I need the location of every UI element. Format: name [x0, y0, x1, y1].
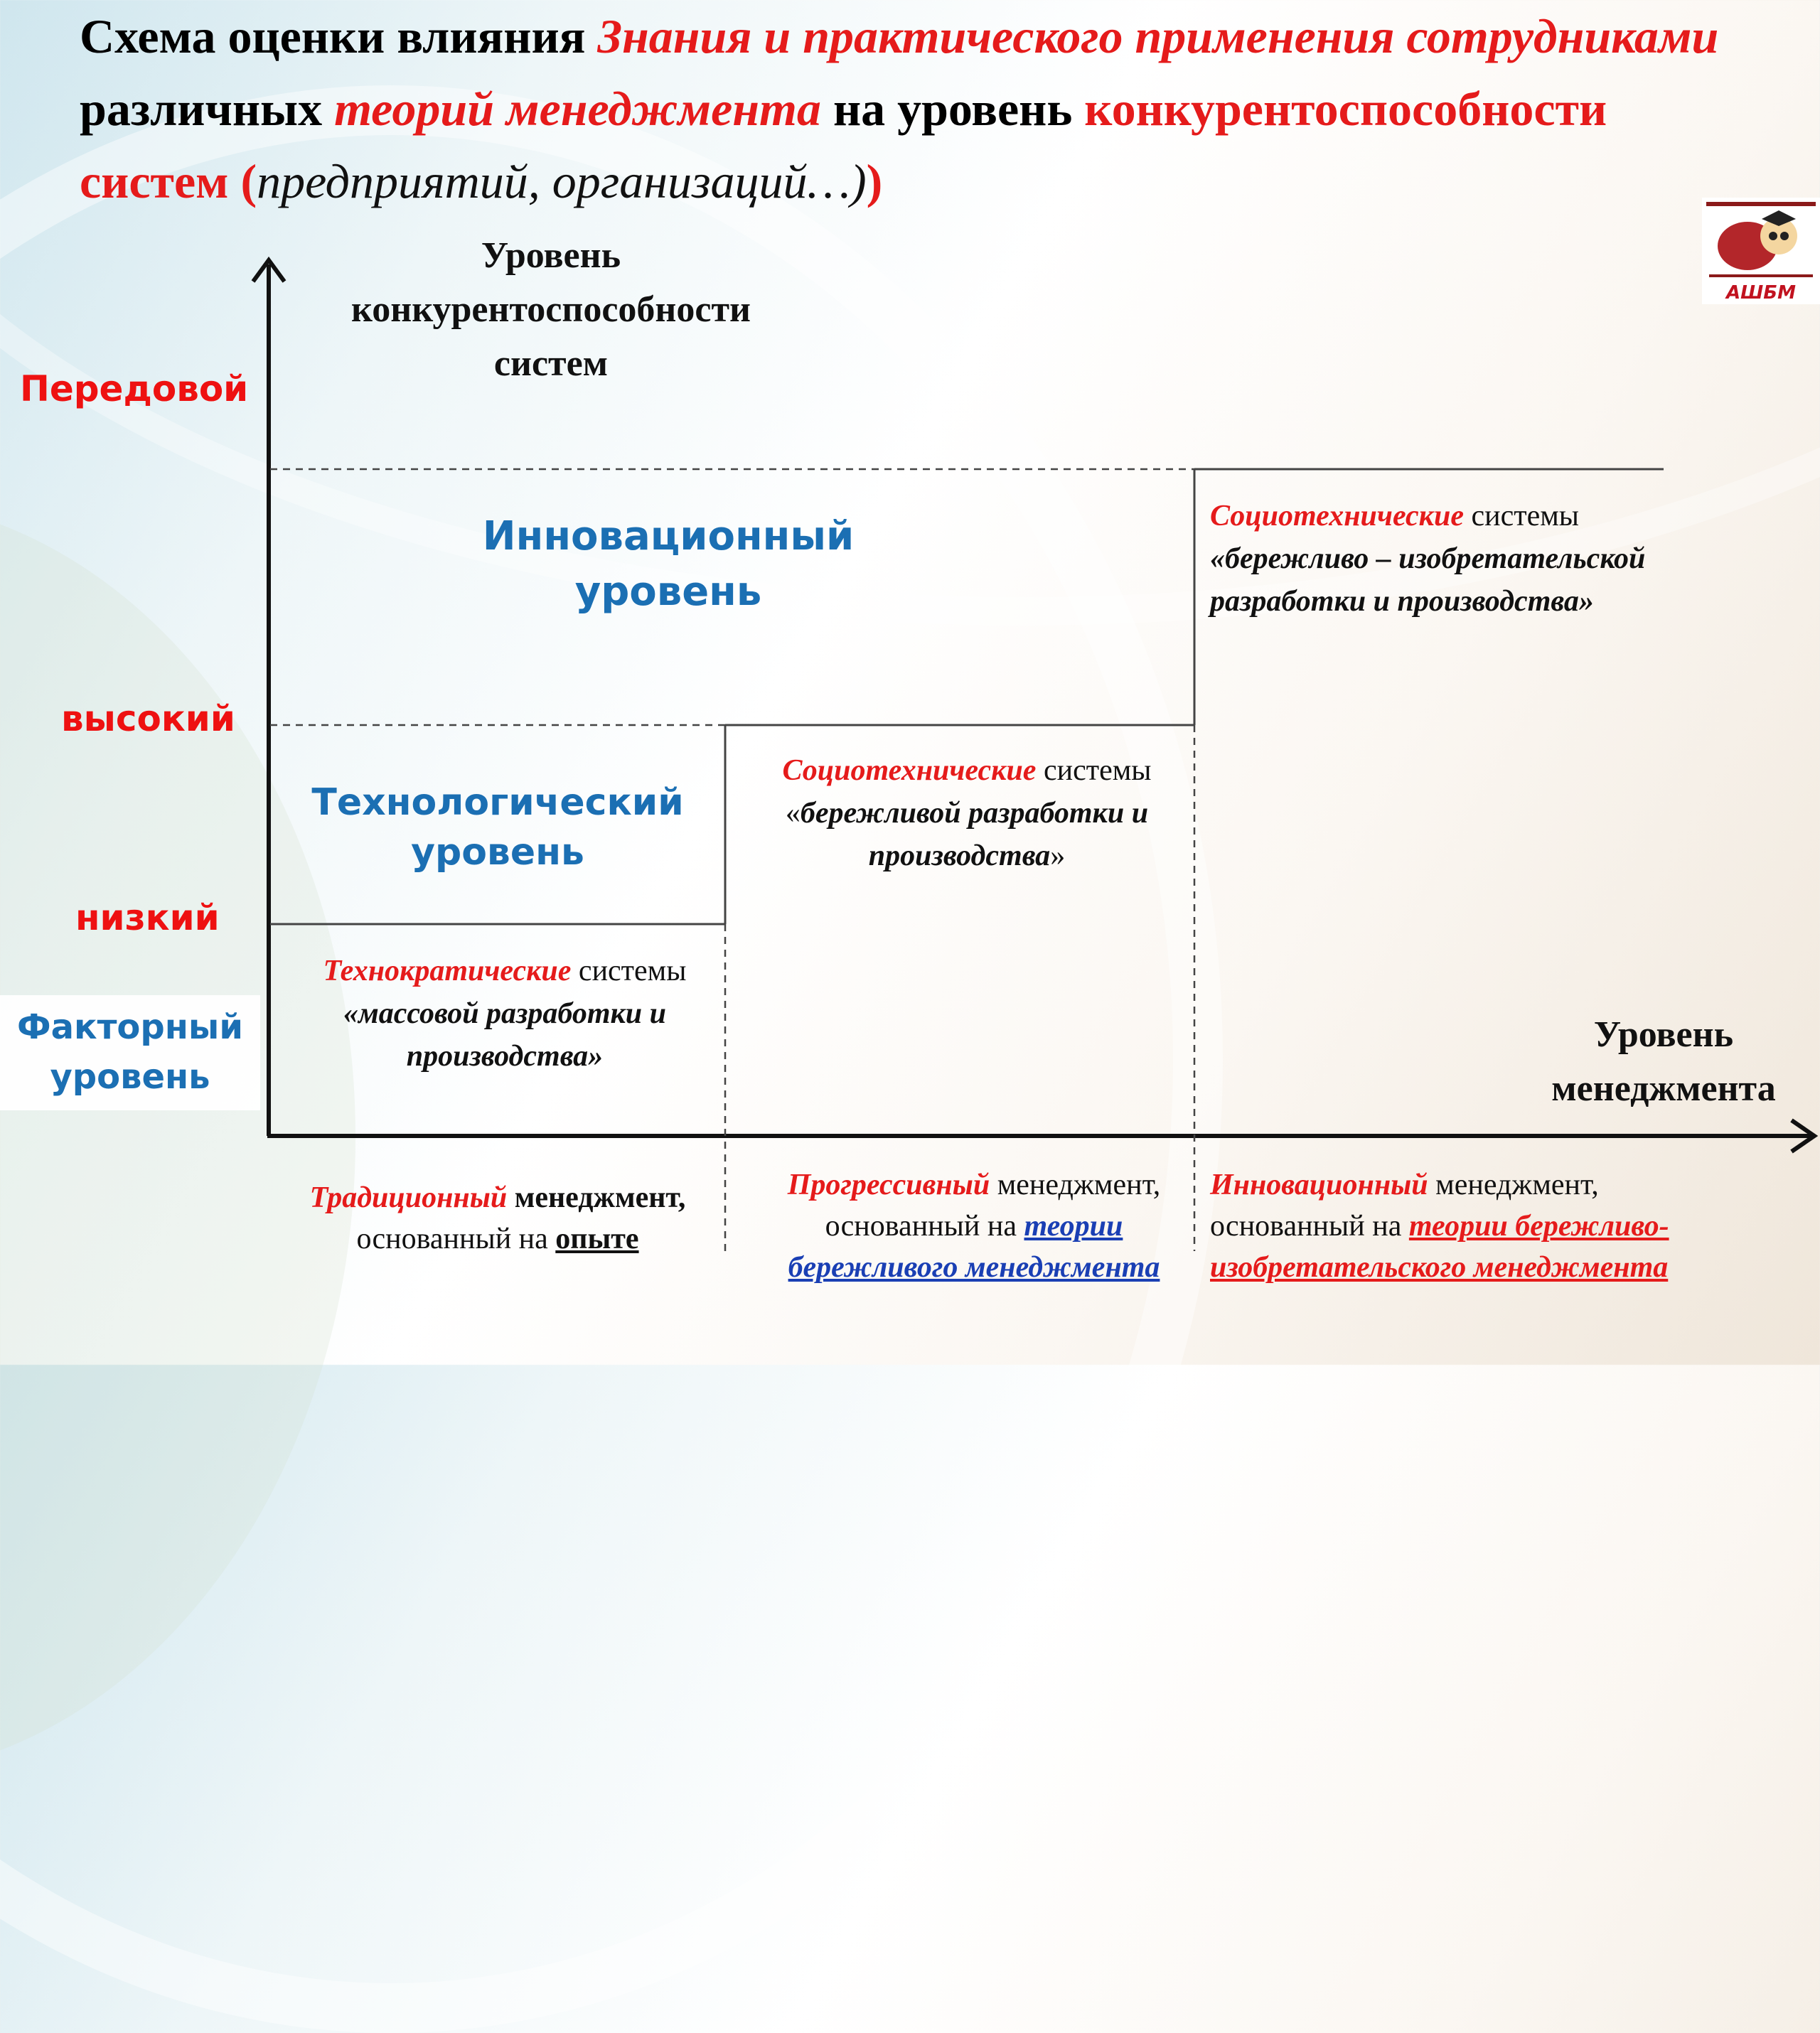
level-advanced: Передовой	[20, 368, 249, 409]
system-box-technocratic: Технократические системы «массовой разработки и производства»	[323, 955, 687, 1073]
link-lean-theory[interactable]: теории бережливого менеджмента	[788, 1210, 1160, 1284]
link-lean-inventive-theory[interactable]: теории бережливо-изобретательского менеджмента	[1210, 1210, 1669, 1284]
system-box-lean-inventive: Социотехнические системы «бережливо – изобретательской разработки и производства»	[1210, 500, 1646, 618]
logo-text: АШБМ	[1726, 282, 1796, 304]
level-high: высокий	[61, 698, 235, 739]
system-box-lean: Социотехнические системы «бережливой разработки и производства»	[782, 754, 1152, 872]
zone-technology: Технологический уровень	[311, 781, 684, 874]
link-experience[interactable]: опыте	[555, 1223, 639, 1255]
management-traditional: Традиционный менеджмент, основанный на опыте	[309, 1181, 686, 1255]
y-axis-label: Уровень конкурентоспособности систем	[351, 235, 751, 384]
zone-innovation: Инновационный уровень	[482, 513, 855, 615]
level-factor: Факторный уровень	[0, 995, 260, 1110]
management-progressive: Прогрессивный менеджмент, основанный на теории бережливого менеджмента	[787, 1169, 1161, 1284]
management-innovative: Инновационный менеджмент, основанный на теории бережливо-изобретательского менеджмента	[1210, 1169, 1669, 1284]
x-axis-label: Уровень менеджмента	[1551, 1014, 1776, 1109]
slide-title: Схема оценки влияния Знания и практического применения сотрудниками различных теорий менеджмента на уровень конкурентоспособности систем (предприятий, организаций…))	[80, 9, 1719, 208]
level-low: низкий	[75, 897, 220, 938]
